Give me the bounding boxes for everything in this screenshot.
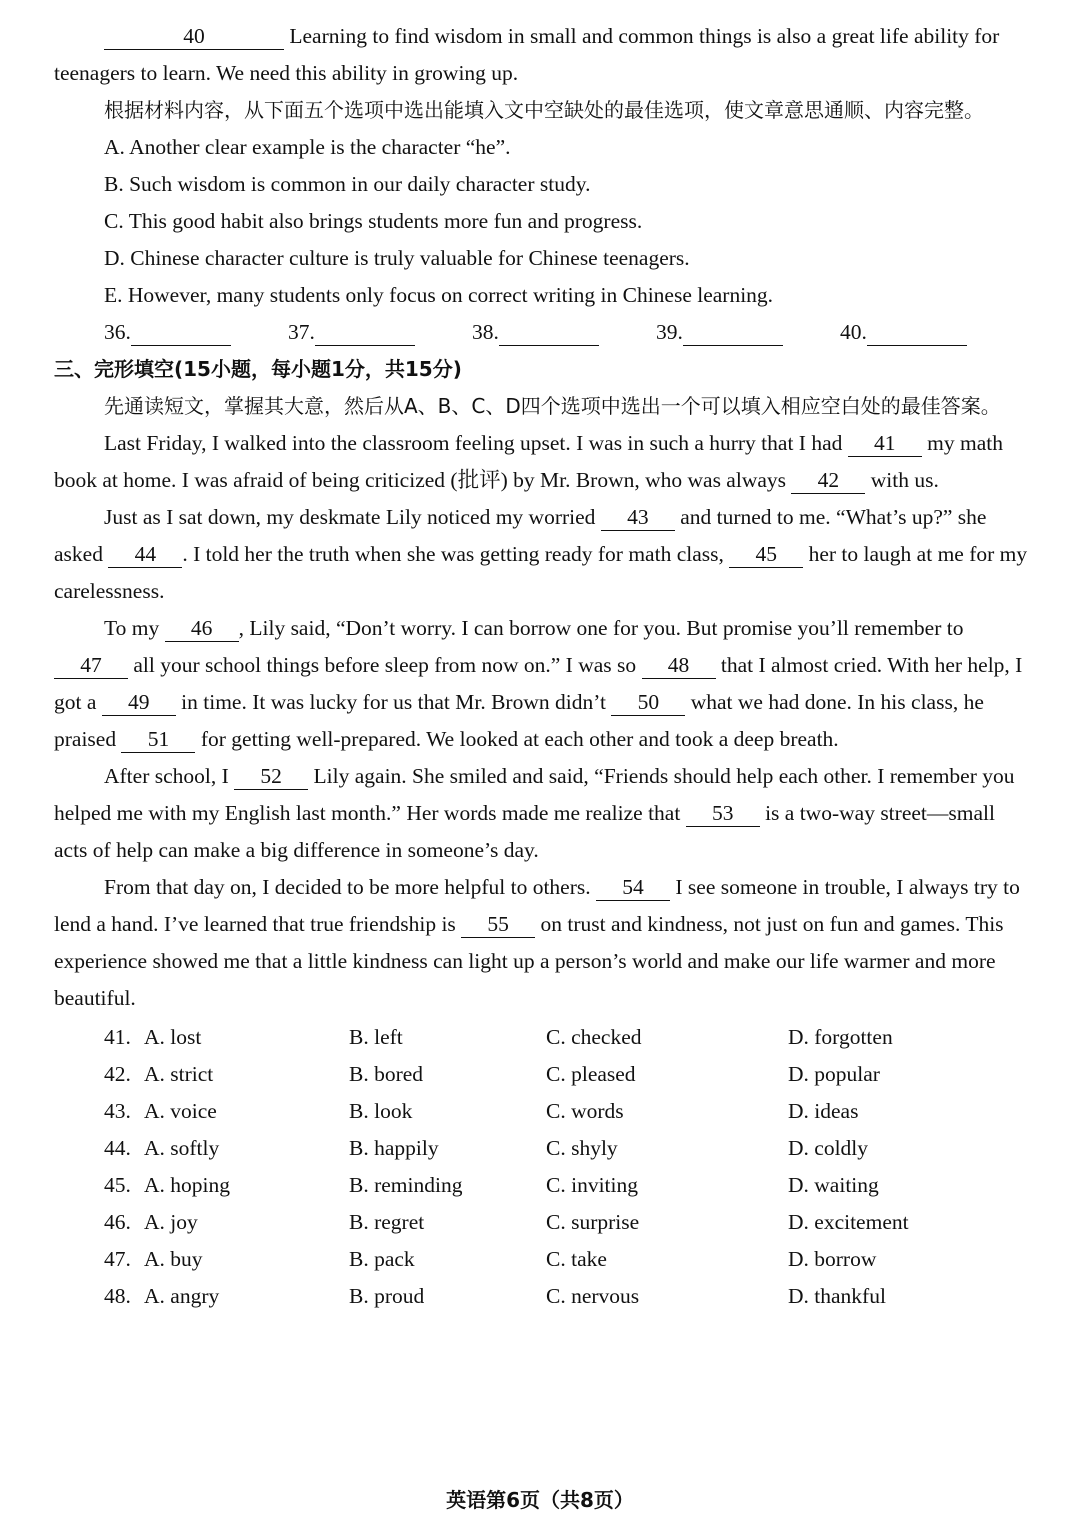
choice-c: C. surprise bbox=[546, 1210, 640, 1234]
question-row-45 bbox=[54, 1167, 1032, 1204]
passage-text: Lily again. She smiled and said, “Friends should help each other. I remember you helped me with my English last month.” Her words made me realize that bbox=[54, 764, 1015, 825]
answer-blank bbox=[315, 319, 415, 346]
choice-c: C. words bbox=[546, 1099, 624, 1123]
question-row-48 bbox=[54, 1278, 1032, 1315]
blank-55: 55 bbox=[461, 911, 535, 938]
answer-slots bbox=[54, 314, 1032, 351]
blank-45: 45 bbox=[729, 541, 803, 568]
passage-paragraph-2 bbox=[54, 499, 1032, 610]
option-e: E. However, many students only focus on correct writing in Chinese learning. bbox=[104, 283, 774, 307]
question-row-46 bbox=[54, 1204, 1032, 1241]
passage-paragraph-3 bbox=[54, 610, 1032, 758]
passage-text: what we had done. In his class, he praised bbox=[54, 690, 984, 751]
choice-a: A. buy bbox=[144, 1247, 203, 1271]
blank-47: 47 bbox=[54, 652, 128, 679]
intro-paragraph bbox=[54, 18, 1032, 92]
answer-slot-39 bbox=[656, 314, 840, 351]
passage-text: From that day on, I decided to be more helpful to others. bbox=[104, 875, 596, 899]
question-options bbox=[54, 1019, 1032, 1315]
answer-blank bbox=[867, 319, 967, 346]
passage-paragraph-1 bbox=[54, 425, 1032, 499]
blank-42: 42 bbox=[791, 467, 865, 494]
passage-text: and turned to me. “What’s up?” she asked bbox=[54, 505, 987, 566]
blank-49: 49 bbox=[102, 689, 176, 716]
blank-50: 50 bbox=[611, 689, 685, 716]
choice-b: B. proud bbox=[349, 1284, 425, 1308]
choice-b: B. regret bbox=[349, 1210, 425, 1234]
section-instruction: 先通读短文，掌握其大意，然后从A、B、C、D四个选项中选出一个可以填入相应空白处的最佳答案。 bbox=[104, 394, 1001, 418]
choice-b: B. left bbox=[349, 1025, 403, 1049]
passage-text: . I told her the truth when she was getting ready for math class, bbox=[182, 542, 730, 566]
passage-text: that I almost cried. With her help, I got a bbox=[54, 653, 1023, 714]
passage-text: , Lily said, “Don’t worry. I can borrow one for you. But promise you’ll remember to bbox=[238, 616, 964, 640]
answer-slot-label: 36. bbox=[104, 320, 131, 344]
choice-c: C. take bbox=[546, 1247, 607, 1271]
passage-paragraph-4 bbox=[54, 758, 1032, 869]
blank-54: 54 bbox=[596, 874, 670, 901]
choice-c: C. pleased bbox=[546, 1062, 636, 1086]
choice-b: B. pack bbox=[349, 1247, 415, 1271]
blank-51: 51 bbox=[121, 726, 195, 753]
question-number: 44. bbox=[104, 1136, 131, 1160]
choice-d: D. forgotten bbox=[788, 1025, 893, 1049]
passage-text: my math book at home. I was afraid of being criticized (批评) by Mr. Brown, who was always bbox=[54, 431, 1003, 492]
option-d: D. Chinese character culture is truly valuable for Chinese teenagers. bbox=[104, 246, 690, 270]
choice-a: A. angry bbox=[144, 1284, 220, 1308]
choice-b: B. reminding bbox=[349, 1173, 463, 1197]
choice-d: D. coldly bbox=[788, 1136, 869, 1160]
choice-b: B. happily bbox=[349, 1136, 439, 1160]
blank-52: 52 bbox=[234, 763, 308, 790]
passage-paragraph-5 bbox=[54, 869, 1032, 1017]
question-number: 45. bbox=[104, 1173, 131, 1197]
passage-text: Just as I sat down, my deskmate Lily noticed my worried bbox=[104, 505, 601, 529]
choice-a: A. softly bbox=[144, 1136, 220, 1160]
passage-text: all your school things before sleep from now on.” I was so bbox=[128, 653, 642, 677]
passage-text: After school, I bbox=[104, 764, 235, 788]
question-row-42 bbox=[54, 1056, 1032, 1093]
section-title: 三、完形填空(15小题，每小题1分，共15分) bbox=[54, 357, 462, 381]
answer-blank bbox=[131, 319, 231, 346]
answer-blank bbox=[499, 319, 599, 346]
choice-b: B. bored bbox=[349, 1062, 424, 1086]
choice-c: C. checked bbox=[546, 1025, 642, 1049]
answer-slot-label: 40. bbox=[840, 320, 867, 344]
answer-slot-label: 39. bbox=[656, 320, 683, 344]
choice-a: A. joy bbox=[144, 1210, 198, 1234]
blank-48: 48 bbox=[642, 652, 716, 679]
question-row-44 bbox=[54, 1130, 1032, 1167]
intro-text: Learning to find wisdom in small and common things is also a great life ability for teenagers to learn. We need this ability in growing up. bbox=[54, 24, 1000, 85]
passage-text: with us. bbox=[865, 468, 939, 492]
choice-c: C. nervous bbox=[546, 1284, 640, 1308]
choice-d: D. thankful bbox=[788, 1284, 886, 1308]
blank-41: 41 bbox=[848, 430, 922, 457]
blank-46: 46 bbox=[165, 615, 239, 642]
passage-text: is a two-way street—small acts of help can make a big difference in someone’s day. bbox=[54, 801, 995, 862]
blank-40: 40 bbox=[104, 23, 284, 50]
choice-d: D. popular bbox=[788, 1062, 880, 1086]
question-number: 42. bbox=[104, 1062, 131, 1086]
task-instruction: 根据材料内容，从下面五个选项中选出能填入文中空缺处的最佳选项，使文章意思通顺、内容完整。 bbox=[104, 98, 984, 122]
choice-c: C. inviting bbox=[546, 1173, 638, 1197]
question-number: 48. bbox=[104, 1284, 131, 1308]
choice-a: A. lost bbox=[144, 1025, 202, 1049]
answer-slot-40 bbox=[840, 314, 1024, 351]
page-footer: 英语第6页（共8页） bbox=[446, 1488, 634, 1512]
choice-a: A. strict bbox=[144, 1062, 214, 1086]
choice-a: A. voice bbox=[144, 1099, 217, 1123]
blank-44: 44 bbox=[108, 541, 182, 568]
answer-blank bbox=[683, 319, 783, 346]
answer-slot-36 bbox=[104, 314, 288, 351]
choice-d: D. borrow bbox=[788, 1247, 877, 1271]
question-number: 47. bbox=[104, 1247, 131, 1271]
blank-53: 53 bbox=[686, 800, 760, 827]
answer-slot-38 bbox=[472, 314, 656, 351]
question-row-43 bbox=[54, 1093, 1032, 1130]
choice-d: D. waiting bbox=[788, 1173, 879, 1197]
passage-text: Last Friday, I walked into the classroom feeling upset. I was in such a hurry that I had bbox=[104, 431, 848, 455]
passage-text: I see someone in trouble, I always try to lend a hand. I’ve learned that true friendship is bbox=[54, 875, 1020, 936]
option-a: A. Another clear example is the character “he”. bbox=[104, 135, 511, 159]
option-list bbox=[54, 129, 1032, 314]
answer-slot-label: 38. bbox=[472, 320, 499, 344]
choice-c: C. shyly bbox=[546, 1136, 618, 1160]
question-row-47 bbox=[54, 1241, 1032, 1278]
choice-d: D. excitement bbox=[788, 1210, 909, 1234]
answer-slot-label: 37. bbox=[288, 320, 315, 344]
question-number: 41. bbox=[104, 1025, 131, 1049]
passage-text: on trust and kindness, not just on fun and games. This experience showed me that a little kindness can light up a person’s world and make our life warmer and more beautiful. bbox=[54, 912, 1004, 1010]
choice-a: A. hoping bbox=[144, 1173, 230, 1197]
answer-slot-37 bbox=[288, 314, 472, 351]
passage-text: To my bbox=[104, 616, 165, 640]
blank-43: 43 bbox=[601, 504, 675, 531]
question-number: 46. bbox=[104, 1210, 131, 1234]
passage-text: her to laugh at me for my carelessness. bbox=[54, 542, 1028, 603]
question-number: 43. bbox=[104, 1099, 131, 1123]
question-row-41 bbox=[54, 1019, 1032, 1056]
option-c: C. This good habit also brings students more fun and progress. bbox=[104, 209, 643, 233]
option-b: B. Such wisdom is common in our daily character study. bbox=[104, 172, 591, 196]
passage-text: in time. It was lucky for us that Mr. Brown didn’t bbox=[175, 690, 612, 714]
passage-text: for getting well-prepared. We looked at each other and took a deep breath. bbox=[195, 727, 839, 751]
choice-b: B. look bbox=[349, 1099, 413, 1123]
choice-d: D. ideas bbox=[788, 1099, 859, 1123]
